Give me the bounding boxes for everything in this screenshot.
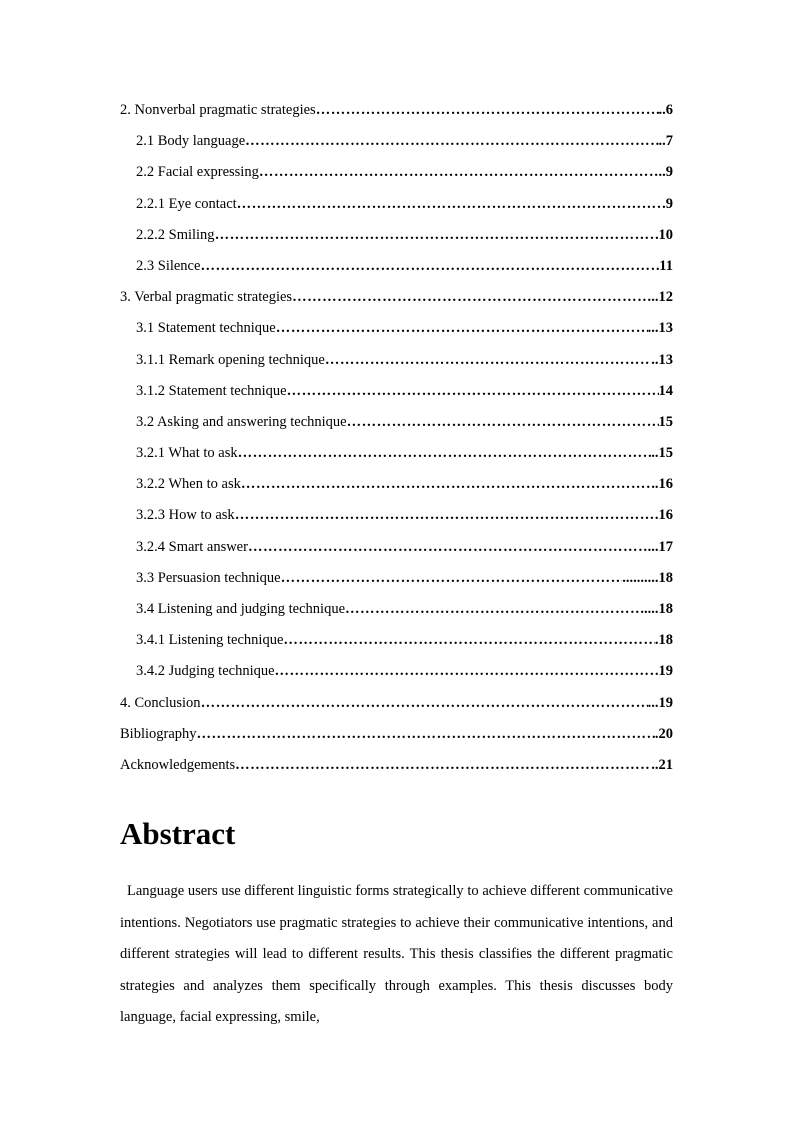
- toc-entry: [120, 599, 673, 630]
- toc-entry: [120, 131, 673, 162]
- toc-dot-leader: [275, 661, 659, 681]
- toc-entry: [120, 225, 673, 256]
- abstract-body: Language users use different linguistic forms strategically to achieve different communicative intentions. Negotiators use pragmatic strategies to achieve their communicative intentions, and different strategies will lead to different results. This thesis classifies the different pragmatic strategies and analyzes them specifically through examples. This thesis discusses body language, facial expressing, smile,: [120, 883, 673, 1025]
- toc-entry-label: 3.1 Statement technique: [136, 320, 276, 337]
- toc-dot-leader: [237, 194, 666, 214]
- toc-entry-label: 4. Conclusion: [120, 694, 201, 711]
- toc-entry-label: 3. Verbal pragmatic strategies: [120, 289, 293, 306]
- toc-entry-page-number: ..7: [658, 133, 673, 150]
- toc-entry: [120, 194, 673, 225]
- toc-entry-label: Acknowledgements: [120, 756, 236, 773]
- toc-entry-label: 3.4 Listening and judging technique: [136, 601, 346, 617]
- toc-entry-page-number: .16: [654, 507, 673, 524]
- toc-entry-label: 3.4.2 Judging technique: [136, 663, 275, 680]
- toc-entry: [120, 381, 673, 412]
- toc-entry-label: 2.2.2 Smiling: [136, 226, 215, 243]
- toc-dot-leader: [281, 568, 623, 588]
- toc-entry: [120, 412, 673, 443]
- abstract-heading: Abstract: [120, 816, 236, 851]
- toc-entry-label: 3.2 Asking and answering technique: [136, 413, 347, 430]
- toc-dot-leader: [325, 350, 651, 370]
- toc-entry-label: 3.4.1 Listening technique: [136, 632, 284, 649]
- toc-entry-page-number: ..15: [651, 445, 673, 462]
- toc-entry: [120, 505, 673, 536]
- toc-entry: [120, 474, 673, 505]
- toc-dot-leader: [235, 505, 655, 525]
- toc-entry-label: 2.2 Facial expressing: [136, 164, 259, 181]
- toc-entry-page-number: ..9: [658, 164, 673, 181]
- toc-entry-label: 3.2.1 What to ask: [136, 445, 238, 462]
- toc-entry-page-number: ....18: [644, 601, 673, 617]
- toc-dot-leader: [345, 599, 644, 619]
- toc-entry: [120, 630, 673, 661]
- toc-entry-label: 3.3 Persuasion technique: [136, 569, 281, 586]
- toc-entry: [120, 256, 673, 287]
- toc-entry-label: 3.1.2 Statement technique: [136, 382, 287, 399]
- toc-entry: [120, 755, 673, 786]
- toc-entry: [120, 661, 673, 692]
- toc-entry-label: 2.1 Body language: [136, 133, 246, 150]
- toc-dot-leader: [292, 287, 651, 307]
- toc-entry-page-number: ...19: [647, 694, 673, 711]
- toc-entry-page-number: 11: [659, 257, 673, 274]
- toc-entry: [120, 350, 673, 381]
- toc-entry-page-number: 10: [658, 226, 673, 243]
- toc-entry-label: 3.2.3 How to ask: [136, 507, 235, 524]
- toc-entry: [120, 162, 673, 193]
- toc-dot-leader: [248, 537, 648, 557]
- toc-dot-leader: [276, 318, 648, 338]
- toc-dot-leader: [235, 755, 651, 775]
- toc-entry-page-number: .18: [654, 632, 673, 649]
- toc-entry-page-number: ..12: [651, 289, 673, 306]
- toc-entry-page-number: ..21: [651, 756, 673, 773]
- toc-entry-page-number: ..13: [651, 351, 673, 368]
- toc-dot-leader: [238, 443, 652, 463]
- toc-entry: [120, 443, 673, 474]
- toc-entry: [120, 724, 673, 755]
- toc-entry-label: 3.2.4 Smart answer: [136, 538, 248, 555]
- toc-entry: [120, 693, 673, 724]
- toc-entry-page-number: ..........18: [622, 569, 673, 586]
- toc-entry-label: 3.2.2 When to ask: [136, 476, 241, 493]
- toc-entry-page-number: ..6: [658, 102, 673, 118]
- toc-entry-label: 2.2.1 Eye contact: [136, 195, 237, 212]
- toc-dot-leader: [201, 693, 648, 713]
- toc-entry: [120, 100, 673, 131]
- toc-dot-leader: [241, 474, 655, 494]
- toc-dot-leader: [347, 412, 659, 432]
- toc-entry-label: 2. Nonverbal pragmatic strategies: [120, 102, 316, 118]
- toc-entry-page-number: ...13: [647, 320, 673, 337]
- toc-dot-leader: [283, 630, 654, 650]
- toc-entry-label: 3.1.1 Remark opening technique: [136, 351, 325, 368]
- toc-dot-leader: [287, 381, 659, 401]
- toc-entry-page-number: 15: [658, 413, 673, 430]
- toc-entry-page-number: .20: [654, 725, 673, 742]
- toc-entry: [120, 318, 673, 349]
- toc-entry-page-number: .16: [654, 476, 673, 493]
- toc-dot-leader: [197, 724, 655, 744]
- toc-dot-leader: [316, 100, 659, 120]
- toc-dot-leader: [259, 162, 659, 182]
- toc-dot-leader: [215, 225, 659, 245]
- toc-entry: [120, 287, 673, 318]
- toc-entry-page-number: ...17: [647, 538, 673, 555]
- toc-entry-label: Bibliography: [120, 725, 197, 742]
- toc-entry: [120, 568, 673, 599]
- toc-dot-leader: [200, 256, 659, 276]
- toc-entry-page-number: 19: [658, 663, 673, 680]
- toc-entry-page-number: 14: [658, 382, 673, 399]
- toc-entry-page-number: 9: [665, 195, 673, 212]
- toc-entry-label: 2.3 Silence: [136, 257, 201, 274]
- table-of-contents: [120, 100, 673, 786]
- toc-dot-leader: [245, 131, 658, 151]
- toc-entry: [120, 537, 673, 568]
